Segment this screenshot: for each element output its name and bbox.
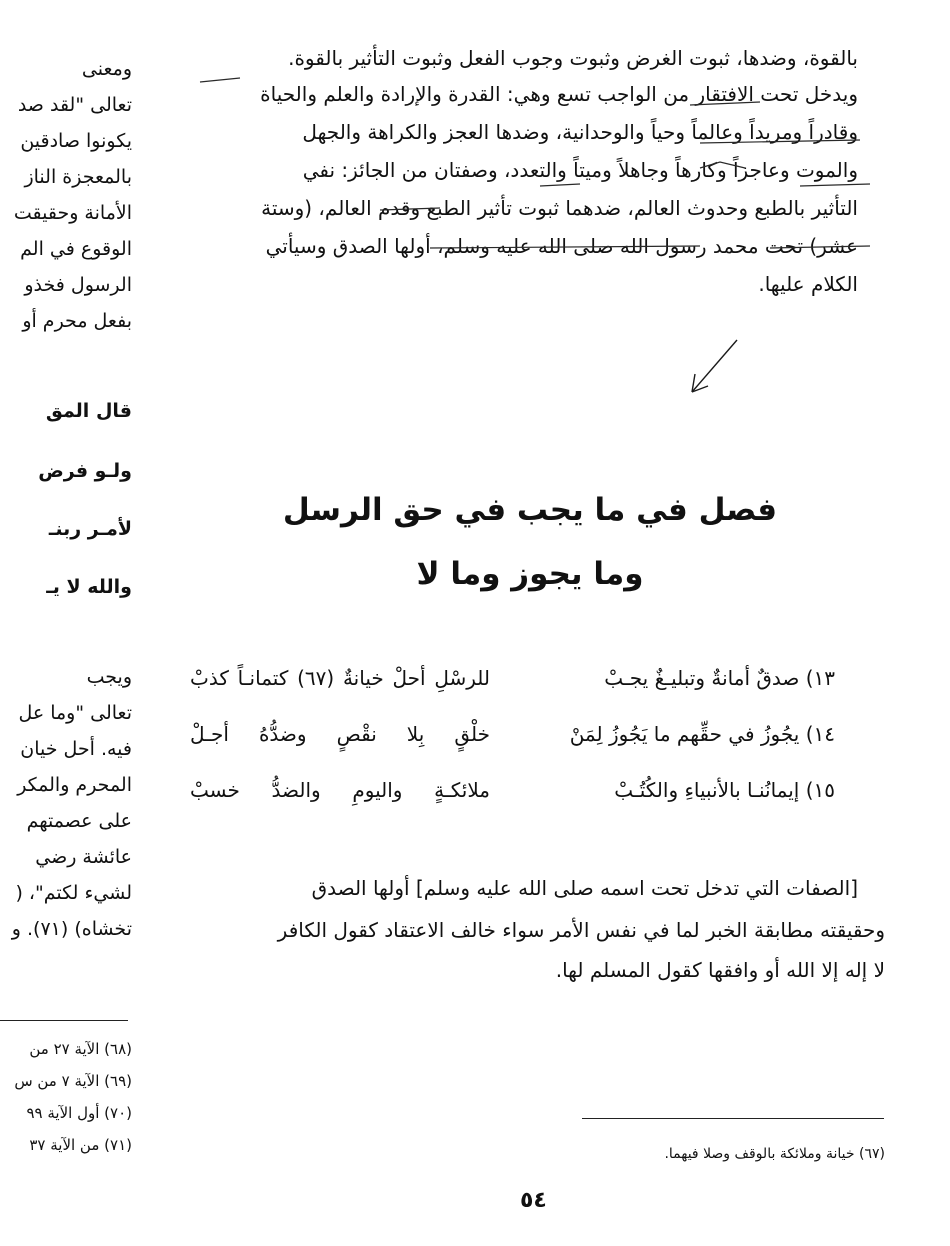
left-column-line: بالمعجزة الناز: [24, 166, 132, 188]
left-column-line: المحرم والمكر: [17, 774, 132, 796]
left-column-line: لشيء لكتم"، (: [15, 882, 132, 904]
footnote: (٦٩) الآية ٧ من س: [14, 1072, 132, 1090]
left-column-line: قال المق: [45, 400, 132, 422]
verse-first-half: ١٥) إيمانُنـا بالأنبياءِ والكُتُـبْ: [614, 778, 835, 802]
underline-mark: [800, 184, 870, 186]
footnote: (٧١) من الآية ٣٧: [29, 1136, 132, 1154]
verse-first-half: ١٣) صدقٌ أمانةٌ وتبليـغٌ يجـبْ: [604, 666, 835, 690]
paragraph-line: بالقوة، وضدها، ثبوت الغرض وثبوت وجوب الفعل وثبوت التأثير بالقوة.: [288, 46, 858, 70]
paragraph-line: عشر) تحت محمد رسول الله صلى الله عليه وسلم، أولها الصدق وسيأتي: [265, 234, 858, 258]
left-column-line: ويجب: [86, 666, 132, 688]
left-column-line: عائشة رضي: [35, 846, 132, 868]
handwritten-annotations: [0, 0, 950, 420]
paragraph-line: ويدخل تحت الافتقار من الواجب تسع وهي: القدرة والإرادة والعلم والحياة: [260, 82, 858, 106]
left-column-line: ولـو فرض: [38, 460, 132, 482]
left-column-line: الأمانة وحقيقت: [13, 202, 132, 224]
paragraph-line: لا إله إلا الله أو وافقها كقول المسلم لها.: [555, 958, 885, 982]
paragraph-line: الكلام عليها.: [758, 272, 858, 296]
left-column-line: على عصمتهم: [26, 810, 132, 832]
verse-second-half: للرسْلِ أحلْ خيانةٌ (٦٧) كتمانـاً كذبْ: [190, 666, 490, 690]
underline-mark: [700, 140, 860, 143]
underline-mark: [690, 102, 760, 105]
left-column-line: تعالى "لقد صد: [17, 94, 132, 116]
section-heading: فصل في ما يجب في حق الرسل: [282, 492, 778, 528]
paragraph-line: وحقيقته مطابقة الخبر لما في نفس الأمر سواء خالف الاعتقاد كقول الكافر: [277, 918, 885, 942]
footnote: (٧٠) أول الآية ٩٩: [26, 1104, 132, 1122]
verse-second-half: خلْقٍ بِلا نقْصٍ وضدُّهُ أجـلْ: [190, 722, 490, 746]
left-column-line: بفعل محرم أو: [22, 310, 132, 332]
underline-mark: [770, 246, 870, 248]
paragraph-line: وقادراً ومريداً وعالماً وحياً والوحدانية، وضدها العجز والكراهة والجهل: [302, 120, 858, 144]
left-column-line: تعالى "وما عل: [18, 702, 132, 724]
underline-mark: [430, 246, 700, 248]
underline-mark: [200, 78, 240, 82]
left-column-line: يكونوا صادقين: [20, 130, 132, 152]
paragraph-line: التأثير بالطبع وحدوث العالم، ضدهما ثبوت تأثير الطبع وقدم العالم، (وستة: [261, 196, 858, 220]
section-subheading: وما يجوز وما لا: [416, 556, 644, 592]
left-column-line: فيه. أحل خيان: [20, 738, 132, 760]
left-column-line: ومعنى: [81, 58, 132, 80]
page-number: ٥٤: [520, 1188, 547, 1213]
verse-first-half: ١٤) يجُوزُ في حقِّهم ما يَجُوزُ لِمَنْ: [569, 722, 835, 746]
footnote: (٦٨) الآية ٢٧ من: [29, 1040, 132, 1058]
paragraph-line: والموت وعاجزاً وكارهاً وجاهلاً وميتاً والتعدد، وصفتان من الجائز: نفي: [302, 158, 858, 182]
underline-mark: [540, 184, 580, 186]
left-column-line: والله لا يـ: [46, 576, 132, 598]
left-column-line: تخشاه) (٧١). و: [11, 918, 132, 940]
underline-mark: [380, 208, 440, 210]
paragraph-line: [الصفات التي تدخل تحت اسمه صلى الله عليه وسلم] أولها الصدق: [311, 876, 858, 900]
arrow-icon: [692, 340, 737, 392]
underline-mark: [700, 162, 745, 168]
footnote-rule: [582, 1118, 884, 1119]
footnote: (٦٧) خيانة وملائكة بالوقف وصلا فيهما.: [664, 1146, 885, 1162]
left-column-line: الرسول فخذو: [24, 274, 132, 296]
left-column-line: الوقوع في الم: [20, 238, 132, 260]
left-column-line: لأمـر ربنـ: [48, 518, 132, 540]
left-footnote-rule: [0, 1020, 128, 1021]
verse-second-half: ملائكـةٍ واليومِ والضدُّ خسبْ: [190, 778, 490, 802]
